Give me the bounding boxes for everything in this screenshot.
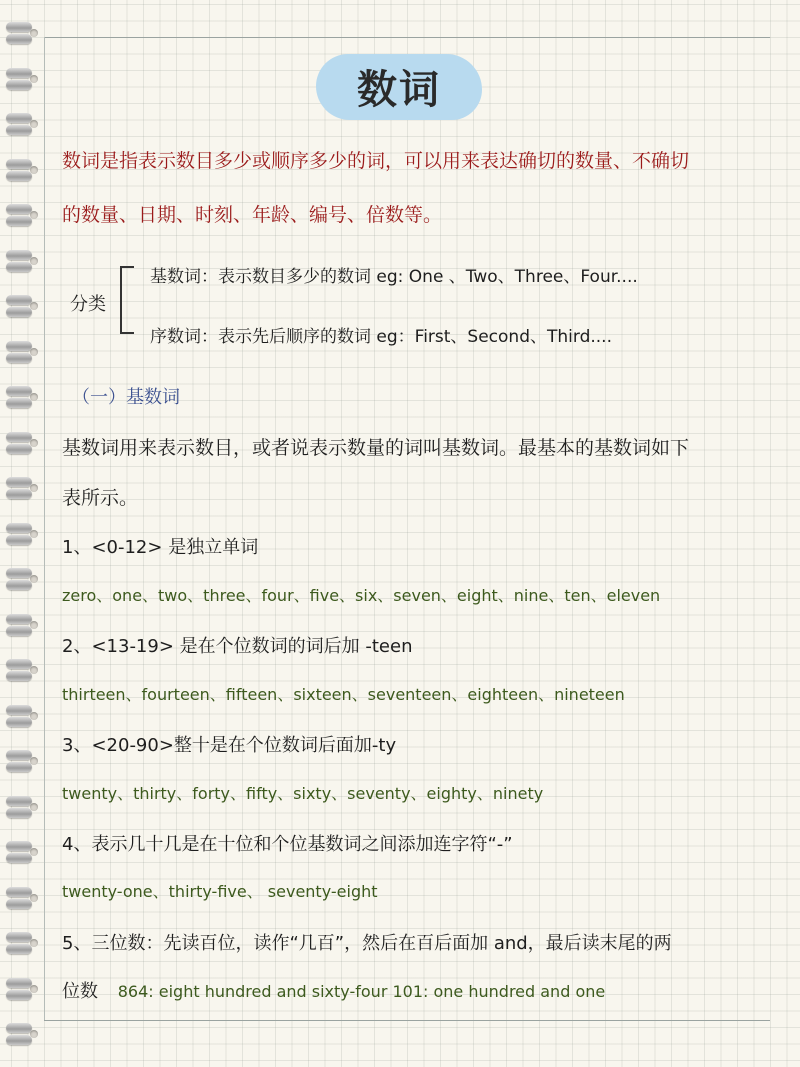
cardinal-definition: 基数词：表示数目多少的数词 eg: One 、Two、Three、Four.... [150, 267, 638, 287]
section-desc-line-2: 表所示。 [62, 487, 139, 509]
spiral-ring [6, 523, 32, 533]
spiral-ring [6, 671, 32, 681]
spiral-ring [6, 750, 32, 760]
binding-hole [30, 894, 38, 902]
spiral-ring [6, 899, 32, 909]
spiral-ring [6, 444, 32, 454]
rule-4-examples: twenty-one、thirty-five、 seventy-eight [62, 882, 378, 901]
spiral-ring [6, 250, 32, 260]
spiral-ring [6, 705, 32, 715]
section-heading: （一）基数词 [72, 387, 180, 408]
binding-hole [30, 712, 38, 720]
binding-hole [30, 666, 38, 674]
spiral-ring [6, 477, 32, 487]
binding-hole [30, 1030, 38, 1038]
spiral-ring [6, 216, 32, 226]
rule-2-examples: thirteen、fourteen、fifteen、sixteen、seventeen、eighteen、nineteen [62, 685, 625, 704]
rule-1: 1、<0-12> 是独立单词 [62, 537, 259, 558]
rule-5-line-2 [62, 977, 605, 1003]
spiral-ring [6, 386, 32, 396]
spiral-ring [6, 944, 32, 954]
binding-hole [30, 757, 38, 765]
spiral-ring [6, 990, 32, 1000]
spiral-ring [6, 796, 32, 806]
rule-4: 4、表示几十几是在十位和个位基数词之间添加连字符“-” [62, 834, 513, 855]
rule-5-examples: 864: eight hundred and sixty-four 101: one hundred and one [117, 982, 606, 1001]
intro-line-1: 数词是指表示数目多少或顺序多少的词，可以用来表达确切的数量、不确切 [62, 150, 690, 172]
spiral-ring [6, 125, 32, 135]
binding-hole [30, 166, 38, 174]
binding-hole [30, 621, 38, 629]
rule-5-prefix: 位数 [62, 981, 98, 1002]
spiral-ring [6, 341, 32, 351]
spiral-ring [6, 1035, 32, 1045]
binding-hole [30, 302, 38, 310]
spiral-ring [6, 535, 32, 545]
spiral-ring [6, 853, 32, 863]
spiral-ring [6, 398, 32, 408]
spiral-ring [6, 171, 32, 181]
binding-hole [30, 393, 38, 401]
spiral-ring [6, 580, 32, 590]
left-border [44, 37, 45, 1020]
rule-3-examples: twenty、thirty、forty、fifty、sixty、seventy、eighty、ninety [62, 784, 544, 803]
rule-2: 2、<13-19> 是在个位数词的词后加 -teen [62, 636, 413, 657]
top-border [44, 37, 770, 38]
spiral-ring [6, 841, 32, 851]
classification-label: 分类 [70, 294, 106, 315]
spiral-ring [6, 353, 32, 363]
spiral-ring [6, 568, 32, 578]
spiral-binding [0, 0, 40, 1067]
spiral-ring [6, 307, 32, 317]
spiral-ring [6, 978, 32, 988]
classification-bracket [120, 266, 134, 334]
spiral-ring [6, 34, 32, 44]
spiral-ring [6, 262, 32, 272]
rule-3: 3、<20-90>整十是在个位数词后面加-ty [62, 735, 397, 756]
binding-hole [30, 439, 38, 447]
binding-hole [30, 348, 38, 356]
rule-5-line-1: 5、三位数：先读百位，读作“几百”，然后在百后面加 and，最后读末尾的两 [62, 933, 672, 954]
binding-hole [30, 985, 38, 993]
spiral-ring [6, 614, 32, 624]
binding-hole [30, 803, 38, 811]
spiral-ring [6, 1023, 32, 1033]
spiral-ring [6, 489, 32, 499]
spiral-ring [6, 22, 32, 32]
spiral-ring [6, 762, 32, 772]
binding-hole [30, 75, 38, 83]
spiral-ring [6, 887, 32, 897]
binding-hole [30, 484, 38, 492]
binding-hole [30, 29, 38, 37]
spiral-ring [6, 204, 32, 214]
spiral-ring [6, 68, 32, 78]
spiral-ring [6, 159, 32, 169]
spiral-ring [6, 626, 32, 636]
spiral-ring [6, 113, 32, 123]
page-title: 数词 [357, 67, 441, 113]
spiral-ring [6, 432, 32, 442]
spiral-ring [6, 80, 32, 90]
binding-hole [30, 575, 38, 583]
intro-line-2: 的数量、日期、时刻、年龄、编号、倍数等。 [62, 204, 443, 226]
binding-hole [30, 530, 38, 538]
spiral-ring [6, 932, 32, 942]
spiral-ring [6, 717, 32, 727]
ordinal-definition: 序数词：表示先后顺序的数词 eg：First、Second、Third.... [150, 327, 612, 347]
binding-hole [30, 211, 38, 219]
binding-hole [30, 939, 38, 947]
rule-1-examples: zero、one、two、three、four、five、six、seven、eight、nine、ten、eleven [62, 586, 661, 605]
spiral-ring [6, 808, 32, 818]
binding-hole [30, 257, 38, 265]
section-desc-line-1: 基数词用来表示数目，或者说表示数量的词叫基数词。最基本的基数词如下 [62, 437, 690, 459]
bottom-border [44, 1020, 770, 1021]
binding-hole [30, 120, 38, 128]
binding-hole [30, 848, 38, 856]
spiral-ring [6, 295, 32, 305]
spiral-ring [6, 659, 32, 669]
